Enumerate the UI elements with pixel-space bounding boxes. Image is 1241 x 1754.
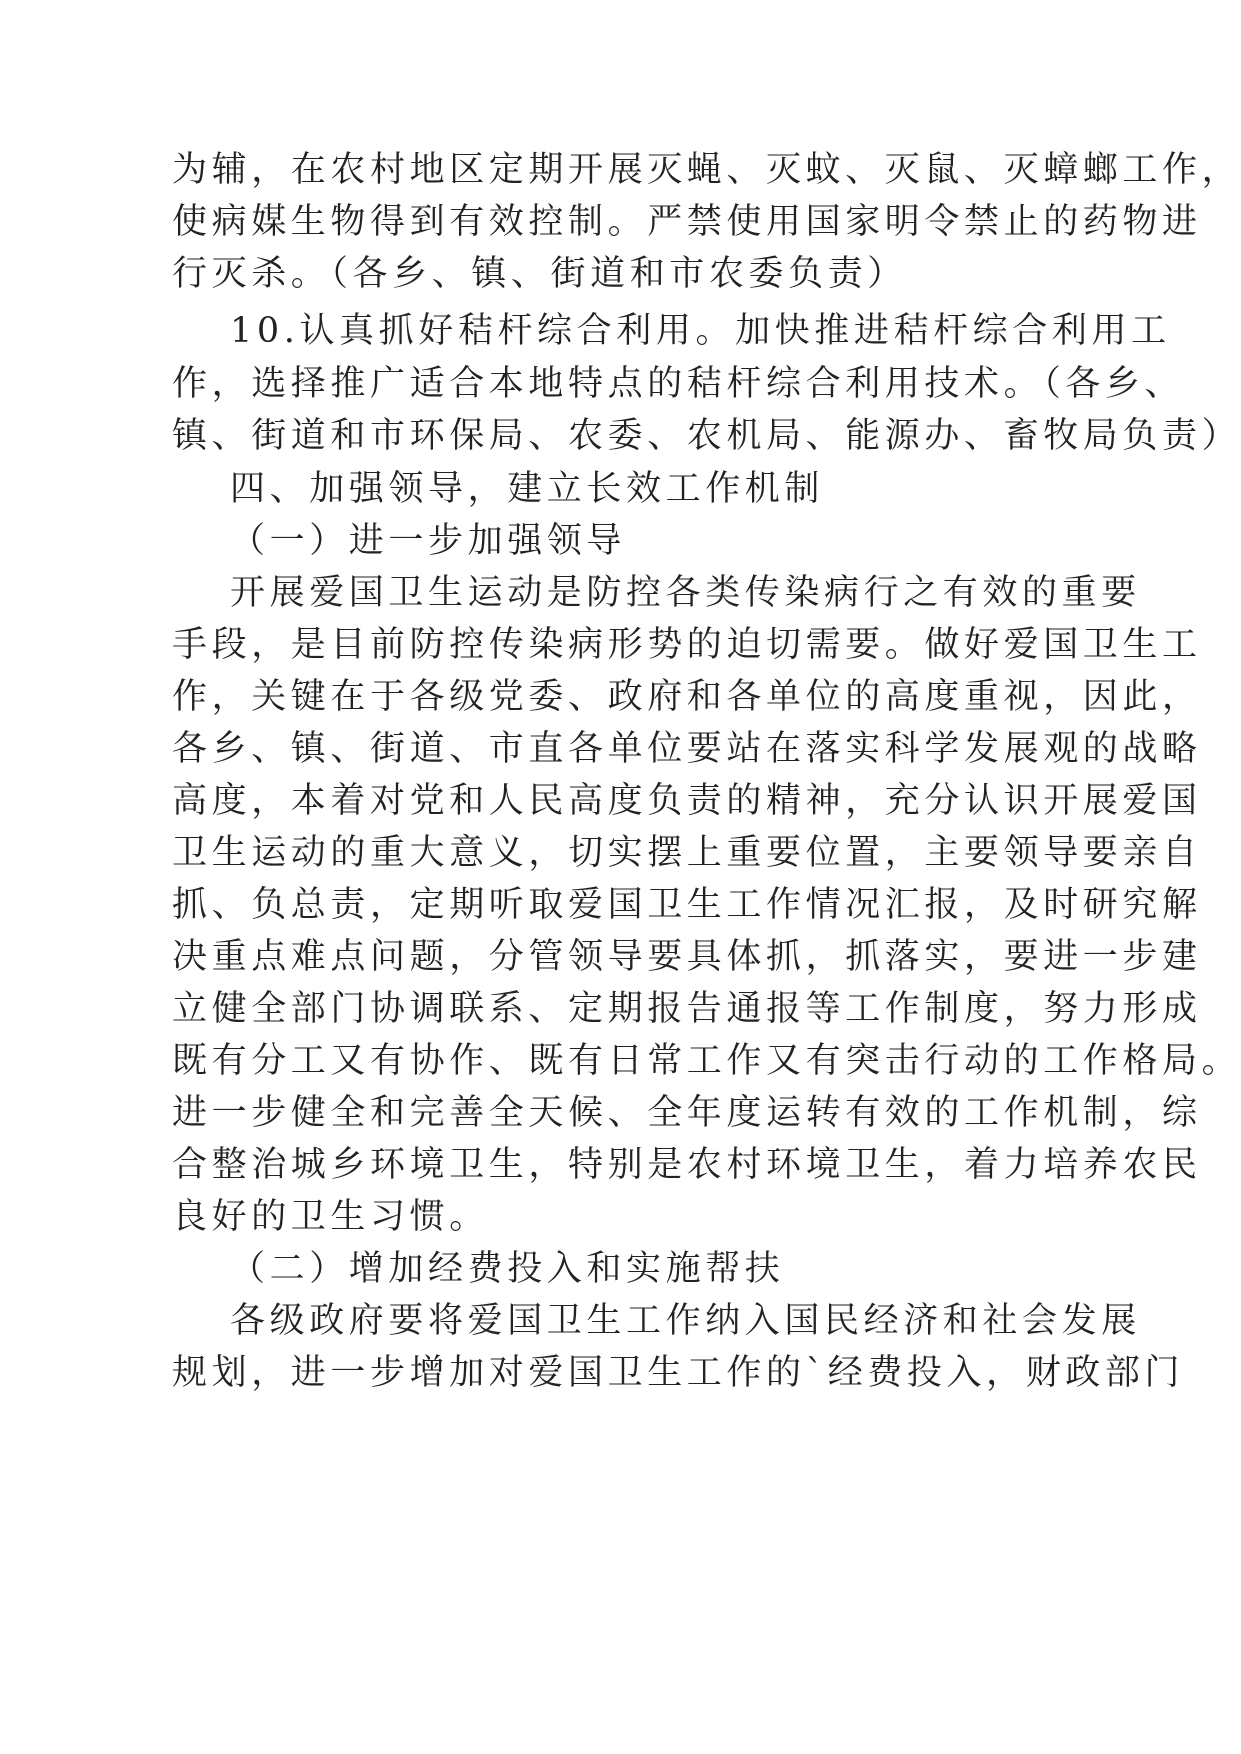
text-line: 手段，是目前防控传染病形势的迫切需要。做好爱国卫生工 [172, 625, 1202, 665]
list-item-10: 10.认真抓好秸杆综合利用。加快推进秸杆综合利用工 [230, 311, 1171, 351]
section-heading-4: 四、加强领导，建立长效工作机制 [230, 469, 825, 509]
text-line: 合整治城乡环境卫生，特别是农村环境卫生，着力培养农民 [172, 1145, 1202, 1185]
subsection-heading-1: （一）进一步加强领导 [230, 521, 627, 561]
text-line: 开展爱国卫生运动是防控各类传染病行之有效的重要 [230, 573, 1141, 613]
text-line: 作，关键在于各级党委、政府和各单位的高度重视，因此， [172, 677, 1202, 717]
text-line: 决重点难点问题，分管领导要具体抓，抓落实，要进一步建 [172, 937, 1202, 977]
text-line: 进一步健全和完善全天候、全年度运转有效的工作机制，综 [172, 1093, 1202, 1133]
text-line: 规划，进一步增加对爱国卫生工作的`经费投入，财政部门 [172, 1353, 1185, 1393]
text-line: 良好的卫生习惯。 [172, 1197, 489, 1237]
text-line: 各乡、镇、街道、市直各单位要站在落实科学发展观的战略 [172, 729, 1202, 769]
text-line: 作，选择推广适合本地特点的秸杆综合利用技术。（各乡、 [172, 364, 1185, 404]
text-line: 高度，本着对党和人民高度负责的精神，充分认识开展爱国 [172, 781, 1202, 821]
subsection-heading-2: （二）增加经费投入和实施帮扶 [230, 1249, 785, 1289]
text-line: 抓、负总责，定期听取爱国卫生工作情况汇报，及时研究解 [172, 885, 1202, 925]
text-line: 为辅，在农村地区定期开展灭蝇、灭蚊、灭鼠、灭蟑螂工作， [172, 150, 1241, 190]
text-line: 既有分工又有协作、既有日常工作又有突击行动的工作格局。 [172, 1041, 1241, 1081]
text-line: 立健全部门协调联系、定期报告通报等工作制度，努力形成 [172, 989, 1202, 1029]
text-line: 镇、街道和市环保局、农委、农机局、能源办、畜牧局负责） [172, 416, 1241, 456]
text-line: 各级政府要将爱国卫生工作纳入国民经济和社会发展 [230, 1301, 1141, 1341]
text-line: 卫生运动的重大意义，切实摆上重要位置，主要领导要亲自 [172, 833, 1202, 873]
text-line: 行灭杀。（各乡、镇、街道和市农委负责） [172, 254, 907, 294]
text-line: 使病媒生物得到有效控制。严禁使用国家明令禁止的药物进 [172, 202, 1202, 242]
